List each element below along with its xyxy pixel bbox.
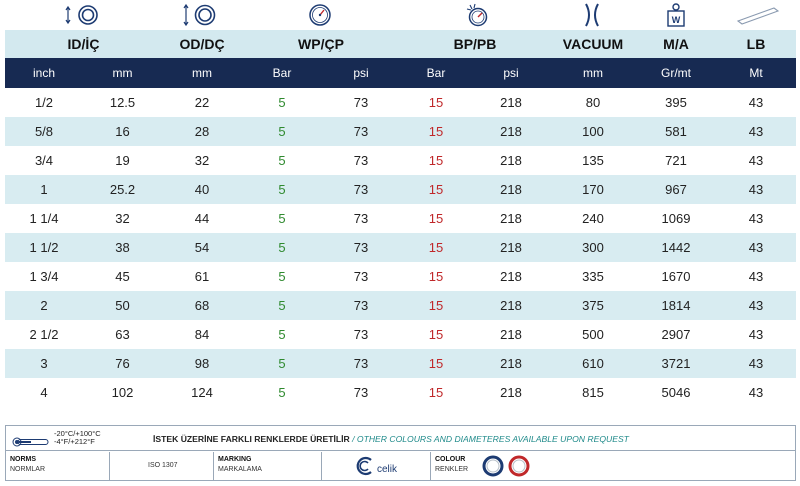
unit-cell-wp-psi: psi [353, 66, 369, 80]
cell-bp-psi: 218 [500, 153, 522, 168]
burst-icon [462, 2, 492, 28]
cell-wp-psi: 73 [353, 124, 369, 139]
cell-od-mm: 98 [194, 356, 210, 371]
cell-wp-psi: 73 [353, 95, 369, 110]
cell-wp-psi: 73 [353, 269, 369, 284]
cell-wp-psi: 73 [353, 356, 369, 371]
cell-od-mm: 28 [194, 124, 210, 139]
temp-celsius: -20°C/+100°C [54, 429, 101, 438]
note-bar [6, 426, 795, 451]
cell-od-mm: 68 [194, 298, 210, 313]
cell-bp-bar: 15 [428, 95, 444, 110]
cell-id-mm: 38 [115, 240, 130, 255]
cell-id-mm: 63 [115, 327, 130, 342]
celik-logo [356, 456, 397, 476]
unit-header-row [5, 58, 796, 88]
cell-wp-psi: 73 [353, 153, 369, 168]
cell-wp-psi: 73 [353, 211, 369, 226]
temperature-range [54, 430, 101, 446]
cell-id-inch: 1 3/4 [29, 269, 59, 284]
cell-bp-psi: 218 [500, 95, 522, 110]
table-row [5, 378, 796, 407]
cell-weight-grmt: 721 [665, 153, 687, 168]
cell-id-inch: 3 [40, 356, 48, 371]
table-row [5, 175, 796, 204]
colour-sublabel: RENKLER [435, 466, 469, 473]
cell-bp-psi: 218 [500, 269, 522, 284]
cell-wp-bar: 5 [278, 153, 286, 168]
marking-sublabel: MARKALAMA [218, 466, 262, 473]
cell-length-mt: 43 [748, 385, 764, 400]
cell-bp-psi: 218 [500, 385, 522, 400]
outer-diameter-icon [178, 2, 222, 28]
unit-cell-od-mm: mm [192, 66, 212, 80]
cell-wp-bar: 5 [278, 327, 286, 342]
cell-id-mm: 19 [115, 153, 130, 168]
cell-bp-bar: 15 [428, 327, 444, 342]
cell-od-mm: 84 [194, 327, 210, 342]
cell-wp-psi: 73 [353, 298, 369, 313]
spec-bar [6, 452, 795, 480]
cell-weight-grmt: 1670 [661, 269, 691, 284]
vacuum-icon [580, 2, 604, 28]
marking-label: MARKING [218, 456, 252, 463]
cell-length-mt: 43 [748, 269, 764, 284]
unit-cell-bp-psi: psi [503, 66, 519, 80]
cell-wp-bar: 5 [278, 182, 286, 197]
cell-od-mm: 44 [194, 211, 210, 226]
cell-wp-bar: 5 [278, 211, 286, 226]
unit-cell-length-mt: Mt [749, 66, 763, 80]
note-english: OTHER COLOURS AND DIAMETERES AVAILABLE UPON REQUEST [356, 434, 629, 444]
cell-od-mm: 61 [194, 269, 210, 284]
cell-weight-grmt: 967 [665, 182, 687, 197]
cell-bp-psi: 218 [500, 240, 522, 255]
table-row [5, 262, 796, 291]
cell-od-mm: 32 [194, 153, 210, 168]
cell-weight-grmt: 1442 [661, 240, 691, 255]
colour-label: COLOUR [435, 456, 466, 463]
spec-footer [5, 425, 796, 481]
divider [109, 452, 110, 480]
table-row [5, 349, 796, 378]
cell-length-mt: 43 [748, 182, 764, 197]
cell-length-mt: 43 [748, 240, 764, 255]
pressure-gauge-icon [305, 2, 335, 28]
cell-id-inch: 5/8 [34, 124, 54, 139]
colour-swatch [482, 455, 504, 477]
cell-length-mt: 43 [748, 153, 764, 168]
temp-fahrenheit: -4°F/+212°F [54, 437, 95, 446]
cell-id-mm: 16 [115, 124, 130, 139]
table-row [5, 88, 796, 117]
cell-weight-grmt: 5046 [661, 385, 691, 400]
cell-length-mt: 43 [748, 356, 764, 371]
header-cell: LB [746, 36, 766, 52]
cell-id-inch: 4 [40, 385, 48, 400]
cell-od-mm: 54 [194, 240, 210, 255]
cell-od-mm: 40 [194, 182, 210, 197]
table-row [5, 204, 796, 233]
unit-cell-id-mm: mm [112, 66, 133, 80]
cell-vacuum-mm: 170 [582, 182, 604, 197]
cell-id-mm: 12.5 [109, 95, 136, 110]
cell-id-inch: 1 1/4 [29, 211, 59, 226]
cell-length-mt: 43 [748, 211, 764, 226]
cell-weight-grmt: 2907 [661, 327, 691, 342]
weight-icon [662, 2, 690, 28]
cell-vacuum-mm: 815 [582, 385, 604, 400]
divider [430, 452, 431, 480]
cell-bp-psi: 218 [500, 298, 522, 313]
table-row [5, 146, 796, 175]
cell-id-mm: 45 [115, 269, 130, 284]
cell-bp-psi: 218 [500, 211, 522, 226]
colour-swatches [482, 455, 530, 477]
celik-logo-mark [356, 456, 376, 476]
table-row [5, 233, 796, 262]
divider [321, 452, 322, 480]
cell-wp-bar: 5 [278, 298, 286, 313]
cell-id-mm: 32 [115, 211, 130, 226]
unit-cell-weight-grmt: Gr/mt [661, 66, 691, 80]
cell-vacuum-mm: 610 [582, 356, 604, 371]
cell-id-mm: 50 [115, 298, 130, 313]
note-separator: / [349, 434, 357, 444]
norms-value: ISO 1307 [148, 462, 178, 469]
column-header-row [5, 30, 796, 58]
cell-length-mt: 43 [748, 298, 764, 313]
cell-wp-bar: 5 [278, 240, 286, 255]
header-cell: OD/DÇ [179, 36, 225, 52]
celik-logo-text: celik [377, 463, 398, 475]
cell-vacuum-mm: 300 [582, 240, 604, 255]
cell-id-inch: 1/2 [34, 95, 54, 110]
note-turkish: İSTEK ÜZERİNE FARKLI RENKLERDE ÜRETİLİR [153, 434, 350, 444]
thermometer-icon [12, 434, 50, 452]
cell-wp-bar: 5 [278, 356, 286, 371]
table-body [5, 88, 796, 407]
cell-wp-psi: 73 [353, 240, 369, 255]
cell-id-inch: 1 1/2 [29, 240, 59, 255]
cell-bp-psi: 218 [500, 182, 522, 197]
cell-bp-bar: 15 [428, 298, 444, 313]
cell-weight-grmt: 1069 [661, 211, 691, 226]
cell-bp-bar: 15 [428, 240, 444, 255]
cell-bp-psi: 218 [500, 327, 522, 342]
cell-vacuum-mm: 500 [582, 327, 604, 342]
cell-bp-bar: 15 [428, 182, 444, 197]
cell-bp-bar: 15 [428, 211, 444, 226]
cell-id-mm: 25.2 [109, 182, 136, 197]
header-cell: BP/PB [453, 36, 497, 52]
table-row [5, 291, 796, 320]
length-icon [735, 2, 781, 28]
cell-wp-bar: 5 [278, 124, 286, 139]
cell-wp-psi: 73 [353, 385, 369, 400]
cell-wp-psi: 73 [353, 327, 369, 342]
cell-vacuum-mm: 375 [582, 298, 604, 313]
cell-bp-bar: 15 [428, 153, 444, 168]
cell-id-inch: 2 1/2 [29, 327, 59, 342]
unit-cell-bp-bar: Bar [426, 66, 446, 80]
cell-wp-psi: 73 [353, 182, 369, 197]
cell-weight-grmt: 395 [665, 95, 687, 110]
cell-vacuum-mm: 335 [582, 269, 604, 284]
cell-bp-psi: 218 [500, 124, 522, 139]
cell-bp-bar: 15 [428, 385, 444, 400]
cell-length-mt: 43 [748, 124, 764, 139]
cell-id-inch: 1 [40, 182, 48, 197]
cell-length-mt: 43 [748, 327, 764, 342]
cell-weight-grmt: 1814 [661, 298, 691, 313]
table-row [5, 320, 796, 349]
cell-vacuum-mm: 135 [582, 153, 604, 168]
table-row [5, 117, 796, 146]
cell-bp-bar: 15 [428, 356, 444, 371]
cell-vacuum-mm: 80 [585, 95, 601, 110]
header-cell: M/A [663, 36, 689, 52]
header-cell: WP/ÇP [298, 36, 344, 52]
colour-swatch [508, 455, 530, 477]
cell-vacuum-mm: 100 [582, 124, 604, 139]
cell-id-inch: 3/4 [34, 153, 54, 168]
cell-wp-bar: 5 [278, 385, 286, 400]
cell-wp-bar: 5 [278, 269, 286, 284]
icon-row [0, 0, 800, 30]
header-cell: VACUUM [562, 36, 624, 52]
cell-od-mm: 22 [194, 95, 210, 110]
unit-cell-vacuum-mm: mm [583, 66, 603, 80]
svg-text:W: W [671, 15, 681, 25]
cell-wp-bar: 5 [278, 95, 286, 110]
divider [213, 452, 214, 480]
header-cell: ID/İÇ [67, 36, 100, 52]
cell-vacuum-mm: 240 [582, 211, 604, 226]
cell-bp-bar: 15 [428, 269, 444, 284]
cell-bp-psi: 218 [500, 356, 522, 371]
norms-sublabel: NORMLAR [10, 466, 46, 473]
cell-id-mm: 102 [111, 385, 134, 400]
cell-length-mt: 43 [748, 95, 764, 110]
cell-bp-bar: 15 [428, 124, 444, 139]
cell-od-mm: 124 [191, 385, 213, 400]
cell-id-mm: 76 [115, 356, 130, 371]
availability-note [153, 434, 629, 444]
cell-id-inch: 2 [40, 298, 48, 313]
unit-cell-id-inch: inch [32, 66, 55, 80]
cell-weight-grmt: 581 [665, 124, 687, 139]
unit-cell-wp-bar: Bar [272, 66, 292, 80]
cell-weight-grmt: 3721 [661, 356, 691, 371]
inner-diameter-icon [62, 2, 106, 28]
norms-label: NORMS [10, 456, 37, 463]
